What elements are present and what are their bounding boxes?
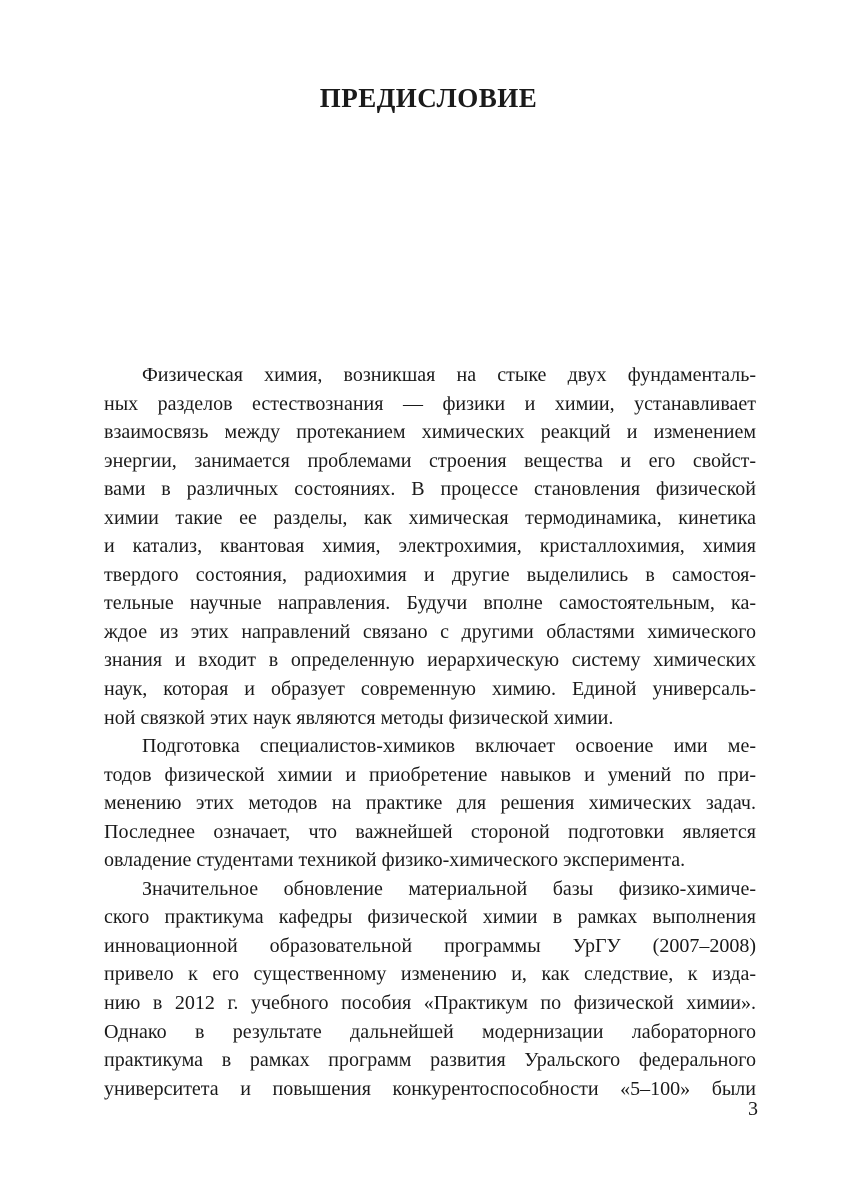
page-number: 3 — [748, 1098, 758, 1120]
text-line: университета и повышения конкурентоспособности «5–100» были — [104, 1077, 756, 1100]
text-line: ждое из этих направлений связано с другими областями химического — [104, 620, 756, 643]
text-line: Однако в результате дальнейшей модернизации лабораторного — [104, 1020, 756, 1043]
text-line: взаимосвязь между протеканием химических реакций и изменением — [104, 421, 756, 444]
text-line: и катализ, квантовая химия, электрохимия, кристаллохимия, химия — [104, 535, 756, 558]
text-line: Значительное обновление материальной базы физико-химиче- — [142, 877, 756, 900]
text-line: овладение студентами техникой физико-химического эксперимента. — [104, 849, 686, 872]
text-line: знания и входит в определенную иерархическую систему химических — [104, 649, 756, 672]
text-line: привело к его существенному изменению и, как следствие, к изда- — [104, 963, 756, 986]
text-line: тельные научные направления. Будучи вполне самостоятельным, ка- — [104, 592, 756, 615]
text-line: энергии, занимается проблемами строения вещества и его свойст- — [104, 449, 756, 472]
text-line: практикума в рамках программ развития Уральского федерального — [104, 1049, 756, 1072]
text-line: химии такие ее разделы, как химическая термодинамика, кинетика — [104, 506, 756, 529]
text-line: Физическая химия, возникшая на стыке двух фундаменталь- — [142, 364, 756, 386]
text-line: Подготовка специалистов-химиков включает освоение ими ме- — [142, 735, 756, 758]
text-line: вами в различных состояниях. В процессе становления физической — [104, 478, 756, 501]
text-line: инновационной образовательной программы УрГУ (2007–2008) — [104, 934, 756, 957]
text-line: наук, которая и образует современную химию. Единой универсаль- — [104, 678, 756, 701]
preface-body — [104, 361, 756, 1103]
text-line: твердого состояния, радиохимия и другие выделились в самостоя- — [104, 563, 756, 586]
text-line: ского практикума кафедры физической химии в рамках выполнения — [104, 906, 756, 929]
text-line: ной связкой этих наук являются методы физической химии. — [104, 706, 614, 729]
text-line: тодов физической химии и приобретение навыков и умений по при- — [104, 763, 756, 786]
page-title: ПРЕДИСЛОВИЕ — [319, 83, 538, 113]
text-line: менению этих методов на практике для решения химических задач. — [104, 792, 756, 815]
text-line: ных разделов естествознания — физики и химии, устанавливает — [104, 392, 756, 415]
text-line: нию в 2012 г. учебного пособия «Практикум по физической химии». — [104, 992, 756, 1015]
text-line: Последнее означает, что важнейшей стороной подготовки является — [104, 820, 756, 843]
